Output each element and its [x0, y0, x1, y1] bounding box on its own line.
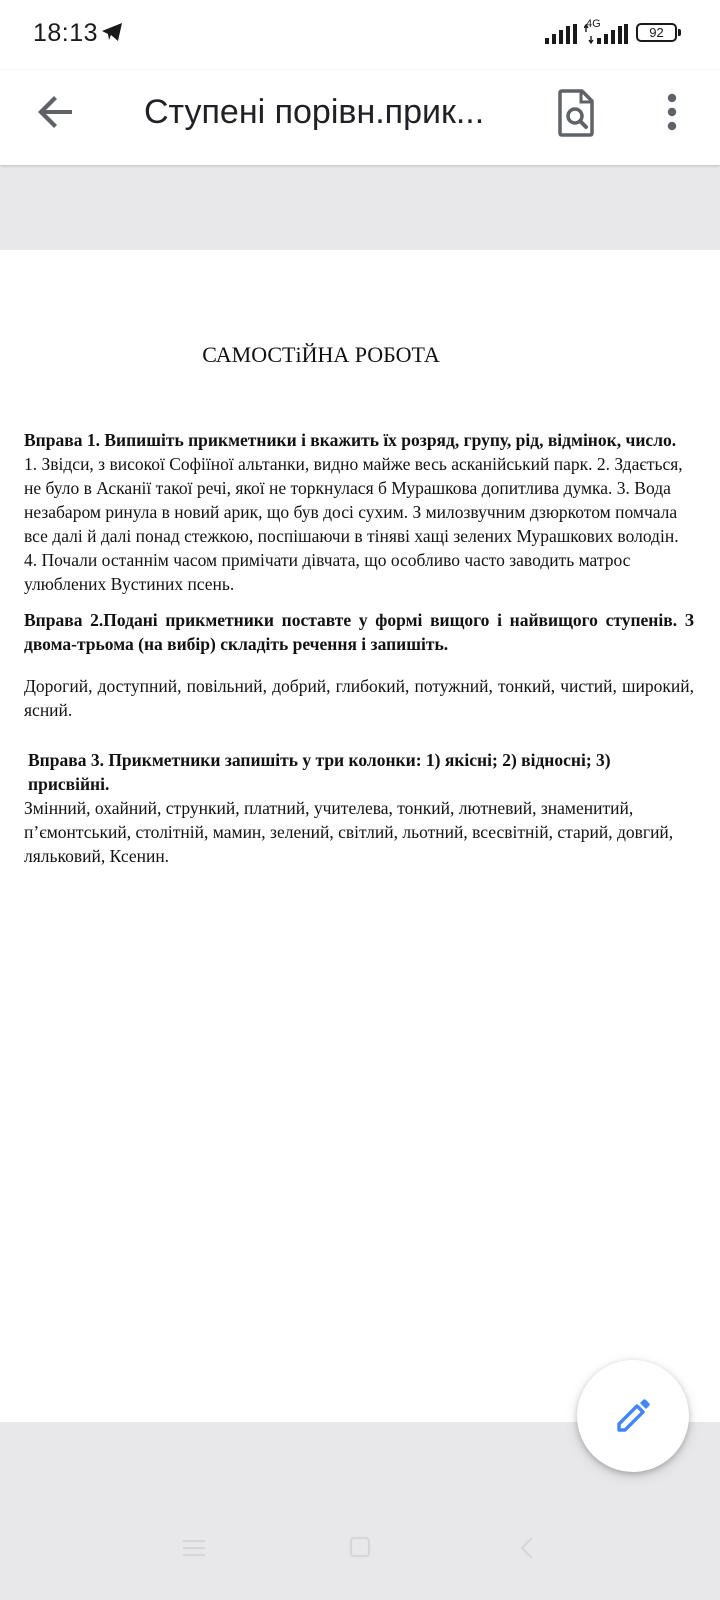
more-vert-icon	[648, 88, 696, 136]
back-button[interactable]	[32, 88, 80, 136]
status-bar	[0, 0, 720, 70]
signal-icon	[584, 24, 628, 44]
find-in-document-icon	[552, 87, 600, 139]
document-title: Ступені порівн.прик...	[144, 93, 485, 131]
network-type: 4G	[586, 18, 601, 30]
document-body	[24, 428, 694, 868]
telegram-icon	[101, 22, 123, 42]
find-in-document-button[interactable]	[552, 87, 600, 139]
more-options-button[interactable]	[648, 88, 696, 136]
battery-icon	[636, 23, 677, 42]
status-time: 18:13	[33, 19, 99, 47]
edit-pencil-icon	[613, 1396, 653, 1436]
document-heading: САМОСТіЙНА РОБОТА	[202, 342, 440, 367]
home-square-icon[interactable]	[349, 1536, 371, 1558]
app-bar	[0, 70, 720, 165]
battery-level: 92	[649, 25, 664, 40]
exercise-2-text: Дорогий, доступний, повільний, добрий, глибокий, потужний, тонкий, чистий, широкий, ясний.	[24, 676, 694, 720]
menu-icon[interactable]	[183, 1538, 205, 1558]
document-page[interactable]	[0, 250, 720, 1422]
back-arrow-icon	[32, 88, 80, 136]
edit-button[interactable]	[577, 1360, 689, 1472]
exercise-3-text: Змінний, охайний, стрункий, платний, учителева, тонкий, лютневий, знаменитий, п’ємонтський, столітній, мамин, зелений, світлий, льотний, всесвітній, старий, довгий, ляльковий, Ксенин.	[24, 798, 674, 866]
exercise-2-title: Вправа 2.Подані прикметники поставте у формі вищого і найвищого ступенів. З двома-трьома (на вибір) складіть речення і запишіть.	[24, 610, 694, 654]
exercise-3-title: Вправа 3. Прикметники запишіть у три колонки: 1) якісні; 2) відносні; 3) присвійні.	[28, 750, 611, 794]
signal-icon	[545, 24, 577, 44]
system-nav-bar	[0, 1510, 720, 1600]
battery-tip	[678, 29, 681, 36]
exercise-1-title: Вправа 1. Випишіть прикметники і вкажить їх розряд, групу, рід, відмінок, число.	[24, 430, 677, 450]
back-triangle-icon[interactable]	[518, 1536, 536, 1560]
exercise-1-text: 1. Звідси, з високої Софіїної альтанки, видно майже весь асканійський парк. 2. Здається, не було в Асканії такої речі, якої не торкнулася б Мурашкова допитлива думка. 3. Вода незабаром ринула в новий арик, що був досі сухим. З милозвучним дзюркотом помчала все далі й далі понад стежкою, поспішаючи в тіняві хащі зелених Мурашкових володін. 4. Почали останнім часом примічати дівчата, що особливо часто заводить матрос улюблених Вустиних псень.	[24, 454, 683, 594]
